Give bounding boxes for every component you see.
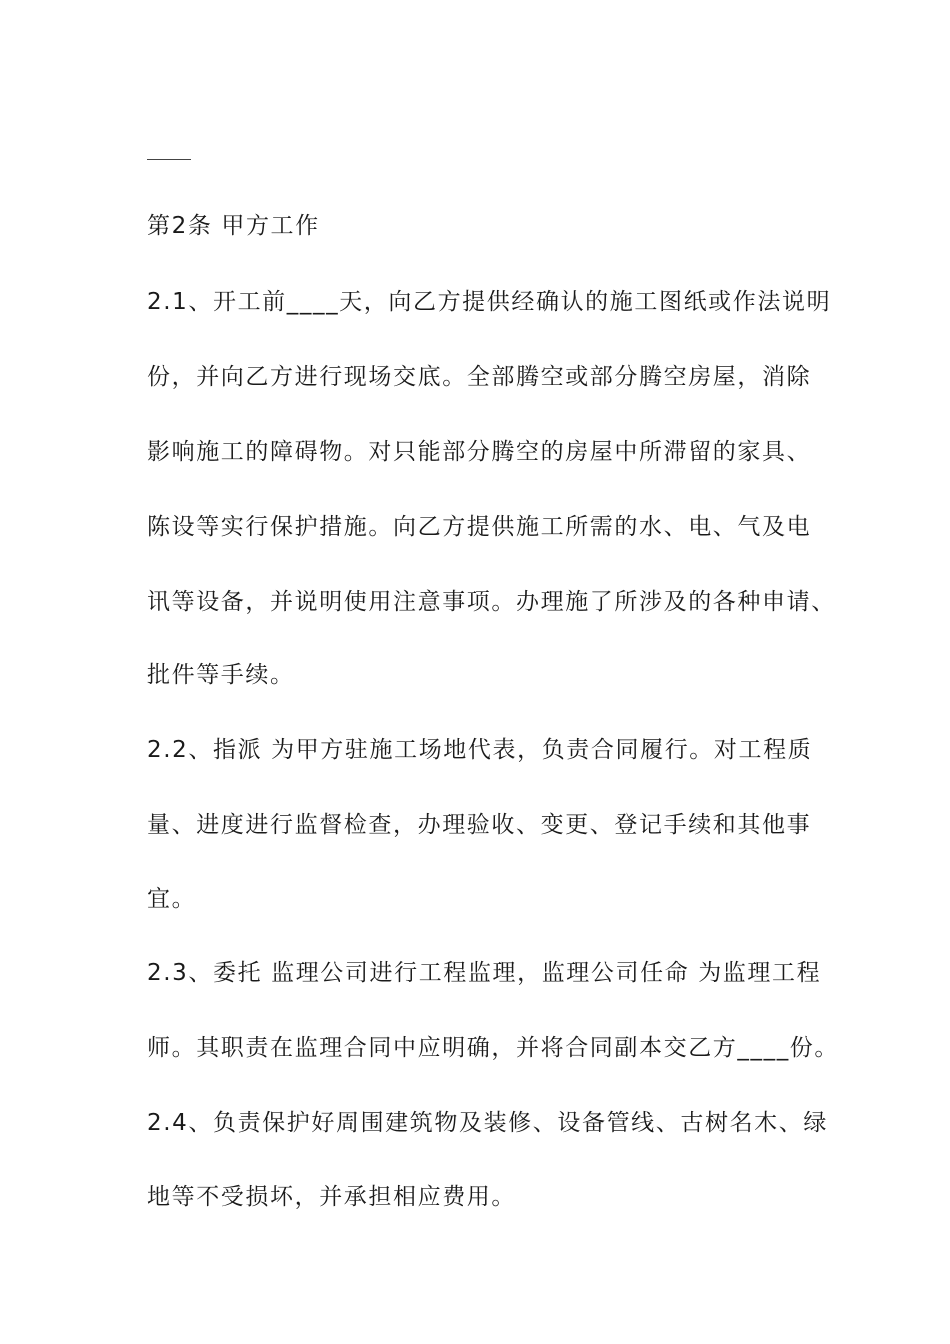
text-line: 2.3、委托 监理公司进行工程监理，监理公司任命 为监理工程 <box>147 960 822 986</box>
text-line: 2.1、开工前____天，向乙方提供经确认的施工图纸或作法说明 <box>147 289 832 315</box>
text-line: 师。其职责在监理合同中应明确，并将合同副本交乙方____份。 <box>147 1035 839 1061</box>
text-line: 陈设等实行保护措施。向乙方提供施工所需的水、电、气及电 <box>147 514 812 540</box>
text-line: 2.4、负责保护好周围建筑物及装修、设备管线、古树名木、绿 <box>147 1110 828 1136</box>
text-line: 宜。 <box>147 886 197 912</box>
text-line: 份，并向乙方进行现场交底。全部腾空或部分腾空房屋，消除 <box>147 364 812 390</box>
section-heading: 第2条 甲方工作 <box>147 213 320 239</box>
text-line: 2.2、指派 为甲方驻施工场地代表，负责合同履行。对工程质 <box>147 737 813 763</box>
text-line: 影响施工的障碍物。对只能部分腾空的房屋中所滞留的家具、 <box>147 439 812 465</box>
text-line: 量、进度进行监督检查，办理验收、变更、登记手续和其他事 <box>147 812 812 838</box>
top-rule <box>147 159 191 160</box>
text-line: 批件等手续。 <box>147 662 295 688</box>
text-line: 讯等设备，并说明使用注意事项。办理施了所涉及的各种申请、 <box>147 589 836 615</box>
text-line: 地等不受损坏，并承担相应费用。 <box>147 1184 516 1210</box>
